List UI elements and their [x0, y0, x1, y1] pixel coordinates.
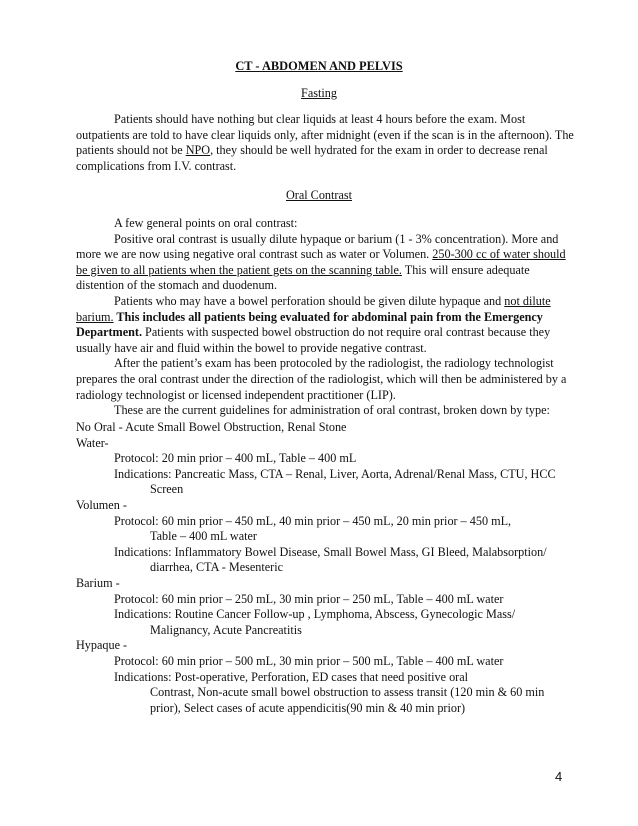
water-label: Water-: [76, 435, 109, 450]
fasting-text-a: Patients should have nothing but clear liquids at least 4 hours before the exam. Most outpatients are told to have clear liquids only, after midnight (even if the scan is in the afternoon). The patients should not be: [76, 112, 574, 158]
water-indications: Indications: Pancreatic Mass, CTA – Renal, Liver, Aorta, Adrenal/Renal Mass, CTU, HCC: [114, 466, 556, 481]
volumen-indications-cont: diarrhea, CTA - Mesenteric: [150, 560, 284, 575]
no-oral-line: No Oral - Acute Small Bowel Obstruction, Renal Stone: [76, 420, 347, 434]
water-indications-cont: Screen: [150, 482, 184, 497]
perforation-text-a: Patients who may have a bowel perforation should be given dilute hypaque and: [114, 293, 505, 308]
barium-label: Barium -: [76, 575, 120, 590]
npo-term: NPO: [185, 143, 211, 158]
oral-contrast-heading: Oral Contrast: [285, 188, 352, 202]
hypaque-indications: Indications: Post-operative, Perforation, ED cases that need positive oral: [114, 669, 469, 684]
emergency-note: This includes all patients being evaluated for abdominal pain from the Emergency Department.: [76, 309, 543, 340]
protocol-paragraph: After the patient’s exam has been protocoled by the radiologist, the radiology technologist prepares the oral contrast under the direction of the radiologist, which will then be administered by a radiology technologist or licensed independent practitioner (LIP).: [76, 356, 567, 402]
water-instruction: 250-300 cc of water should be given to all patients when the patient gets on the scanning table.: [76, 247, 566, 277]
perforation-paragraph: [76, 294, 576, 356]
page-number: 4: [555, 769, 563, 784]
barium-protocol: Protocol: 60 min prior – 250 mL, 30 min prior – 250 mL, Table – 400 mL water: [114, 591, 504, 606]
oral-contrast-section: [76, 216, 576, 419]
positive-text-a: Positive oral contrast is usually dilute hypaque or barium (1 - 3% concentration). More and more we are now using negative oral contrast such as water or Volumen.: [76, 231, 559, 262]
fasting-heading: Fasting: [301, 86, 337, 100]
fasting-paragraph: [76, 112, 576, 174]
perforation-text-b: Patients with suspected bowel obstruction do not require oral contrast because they usually have air and fluid within the bowel to provide negative contrast.: [76, 325, 551, 355]
volumen-indications: Indications: Inflammatory Bowel Disease, Small Bowel Mass, GI Bleed, Malabsorption/: [114, 544, 547, 559]
positive-text-b: This will ensure adequate distention of the stomach and duodenum.: [76, 262, 530, 293]
barium-indications-cont: Malignancy, Acute Pancreatitis: [150, 622, 302, 637]
page-title: CT - ABDOMEN AND PELVIS: [235, 59, 403, 73]
volumen-label: Volumen -: [76, 497, 127, 512]
oral-contrast-intro: A few general points on oral contrast:: [114, 216, 298, 230]
hypaque-indications-cont-2: prior), Select cases of acute appendicitis(90 min & 40 min prior): [150, 700, 466, 715]
volumen-protocol-cont: Table – 400 mL water: [150, 529, 257, 544]
fasting-section: [76, 112, 576, 174]
barium-indications: Indications: Routine Cancer Follow-up , Lymphoma, Abscess, Gynecologic Mass/: [114, 607, 516, 622]
not-dilute-barium: not dilute barium.: [76, 293, 551, 324]
hypaque-indications-cont: Contrast, Non-acute small bowel obstruction to assess transit (120 min & 60 min: [150, 685, 545, 700]
fasting-text-b: , they should be well hydrated for the exam in order to decrease renal complications from I.V. contrast.: [76, 143, 548, 173]
volumen-protocol: Protocol: 60 min prior – 450 mL, 40 min prior – 450 mL, 20 min prior – 450 mL,: [114, 513, 512, 528]
hypaque-protocol: Protocol: 60 min prior – 500 mL, 30 min prior – 500 mL, Table – 400 mL water: [114, 653, 504, 668]
positive-contrast-paragraph: [76, 232, 576, 294]
water-protocol: Protocol: 20 min prior – 400 mL, Table – 400 mL: [114, 451, 357, 466]
hypaque-label: Hypaque -: [76, 638, 128, 653]
guidelines-list: [76, 420, 596, 716]
guidelines-intro: These are the current guidelines for administration of oral contrast, broken down by type:: [114, 403, 550, 418]
